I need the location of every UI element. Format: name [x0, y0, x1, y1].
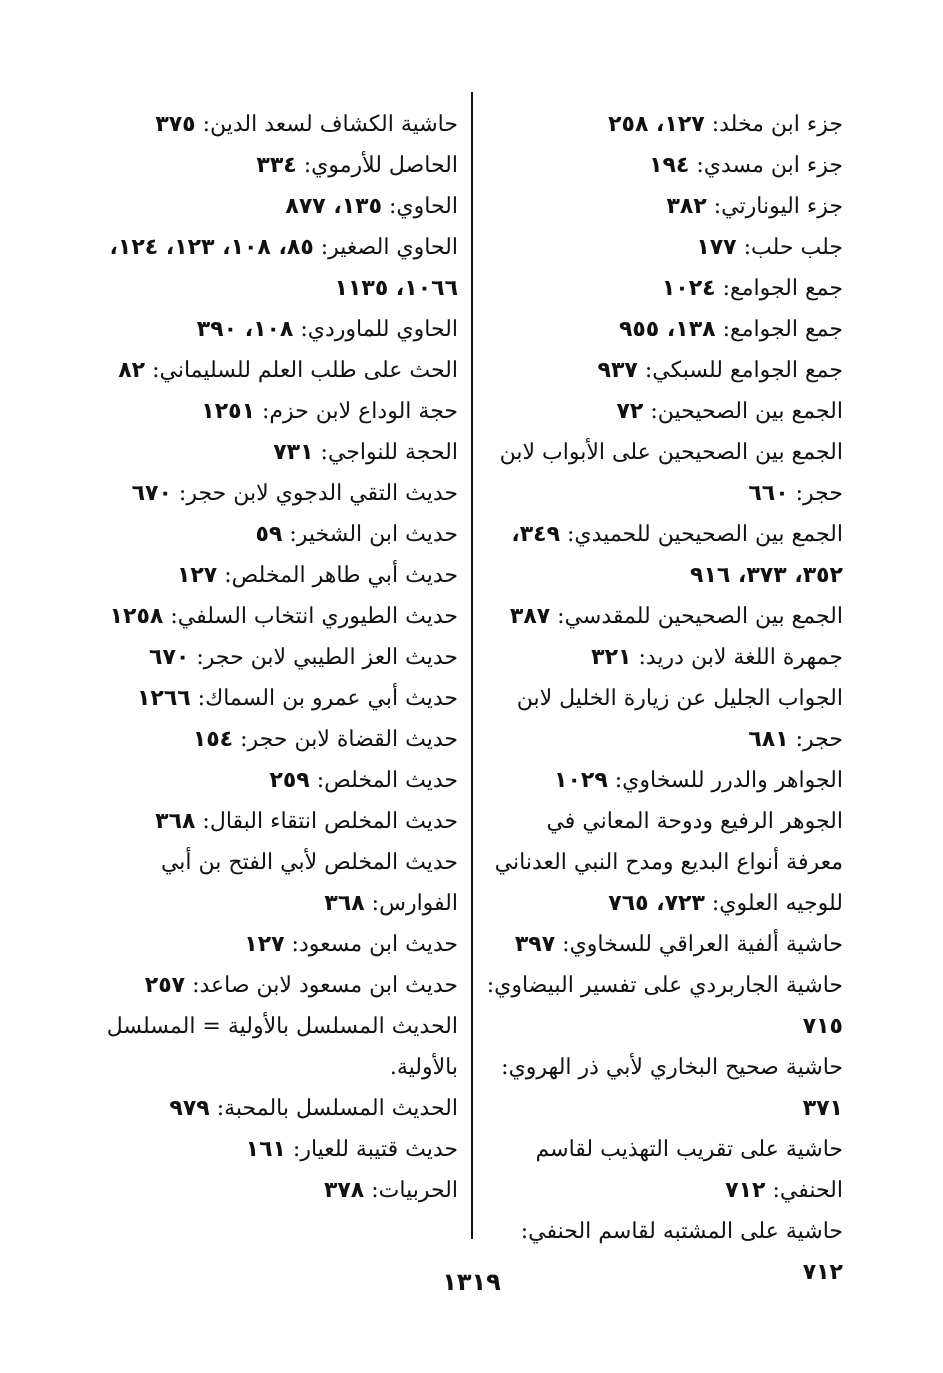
index-entry: [483, 965, 843, 1047]
index-entry: [100, 1129, 458, 1170]
entry-title: الحديث المسلسل بالأولية = المسلسل بالأولية.: [106, 1014, 458, 1080]
entry-page-numbers: ١٢٧: [176, 563, 218, 588]
entry-page-numbers: ٦٧٠: [149, 645, 190, 670]
index-entry: [100, 432, 458, 473]
entry-title: الجمع بين الصحيحين للحميدي:: [560, 522, 843, 547]
entry-page-numbers: ١٥٤: [192, 727, 234, 752]
entry-page-numbers: ٢٥٩: [269, 768, 310, 793]
entry-title: جزء ابن مسدي:: [689, 153, 843, 178]
entry-page-numbers: ٣٤٩، ٣٥٢، ٣٧٣، ٩١٦: [511, 522, 843, 588]
entry-page-numbers: ١٠٢٤: [661, 276, 716, 301]
index-entry: [483, 432, 843, 514]
entry-page-numbers: ٨٢: [118, 358, 146, 383]
index-column-left: [100, 104, 458, 1211]
page-number: ١٣١٩: [442, 1268, 501, 1296]
index-entry: [483, 760, 843, 801]
entry-title: جزء اليونارتي:: [706, 194, 843, 219]
entry-title: الحاوي للماوردي:: [293, 317, 458, 342]
entry-page-numbers: ٨٥، ١٠٨، ١٢٣، ١٢٤، ١٠٦٦، ١١٣٥: [109, 235, 458, 301]
index-entry: [483, 1129, 843, 1211]
entry-title: حاشية الكشاف لسعد الدين:: [195, 112, 458, 137]
index-entry: [483, 1047, 843, 1129]
entry-title: الجواب الجليل عن زيارة الخليل لابن حجر:: [516, 686, 843, 752]
entry-title: الحاوي الصغير:: [313, 235, 458, 260]
entry-page-numbers: ٣٧٨: [323, 1178, 365, 1203]
entry-page-numbers: ٣٦٨: [155, 809, 196, 834]
entry-page-numbers: ٦٧٠: [131, 481, 172, 506]
entry-page-numbers: ٧١٢: [725, 1178, 766, 1203]
entry-title: حديث القضاة لابن حجر:: [233, 727, 458, 752]
entry-title: حديث المخلص لأبي الفتح بن أبي الفوارس:: [160, 850, 458, 916]
entry-title: الحديث المسلسل بالمحبة:: [209, 1096, 458, 1121]
entry-page-numbers: ٧١٥: [802, 1014, 843, 1039]
index-entry: [483, 678, 843, 760]
entry-title: الجمع بين الصحيحين:: [643, 399, 843, 424]
index-entry: [100, 596, 458, 637]
entry-title: حديث ابن الشخير:: [282, 522, 458, 547]
index-entry: [483, 514, 843, 596]
index-entry: [100, 1170, 458, 1211]
entry-title: جلب حلب:: [736, 235, 843, 260]
entry-title: جمع الجوامع:: [715, 276, 843, 301]
entry-title: الحربيات:: [364, 1178, 458, 1203]
index-entry: [483, 391, 843, 432]
entry-page-numbers: ٣٧١: [802, 1096, 843, 1121]
entry-page-numbers: ١٢٦٦: [136, 686, 191, 711]
entry-title: حاشية على المشتبه لقاسم الحنفي:: [520, 1219, 843, 1244]
entry-title: الجواهر والدرر للسخاوي:: [607, 768, 843, 793]
entry-page-numbers: ٧١٢: [802, 1260, 843, 1285]
entry-page-numbers: ١٧٧: [696, 235, 737, 260]
entry-title: جزء ابن مخلد:: [704, 112, 843, 137]
index-entry: [483, 350, 843, 391]
index-entry: [100, 104, 458, 145]
entry-page-numbers: ١٣٥، ٨٧٧: [285, 194, 383, 219]
index-entry: [100, 1006, 458, 1088]
index-entry: [483, 924, 843, 965]
entry-page-numbers: ١٢٥١: [201, 399, 256, 424]
entry-title: حديث أبي طاهر المخلص:: [217, 563, 458, 588]
entry-title: الجوهر الرفيع ودوحة المعاني في معرفة أنواع البديع ومدح النبي العدناني للوجيه العلوي:: [494, 809, 843, 916]
index-entry: [100, 719, 458, 760]
index-entry: [483, 186, 843, 227]
index-entry: [100, 637, 458, 678]
entry-page-numbers: ١٩٤: [649, 153, 690, 178]
index-entry: [483, 801, 843, 924]
index-entry: [100, 350, 458, 391]
entry-title: حديث أبي عمرو بن السماك:: [190, 686, 458, 711]
entry-page-numbers: ١٢٧، ٢٥٨: [608, 112, 705, 137]
entry-title: الحاصل للأرموي:: [296, 153, 458, 178]
entry-page-numbers: ١٠٢٩: [554, 768, 608, 793]
entry-title: حجة الوداع لابن حزم:: [255, 399, 458, 424]
index-entry: [483, 145, 843, 186]
entry-page-numbers: ٧٢٣، ٧٦٥: [608, 891, 705, 916]
entry-title: جمع الجوامع:: [715, 317, 843, 342]
entry-page-numbers: ٧٢: [616, 399, 644, 424]
entry-title: حاشية ألفية العراقي للسخاوي:: [555, 932, 843, 957]
entry-page-numbers: ٣٧٥: [155, 112, 196, 137]
entry-title: الحث على طلب العلم للسليماني:: [145, 358, 458, 383]
index-entry: [100, 842, 458, 924]
entry-page-numbers: ١٢٥٨: [109, 604, 164, 629]
entry-page-numbers: ٦٦٠: [748, 481, 789, 506]
index-entry: [483, 104, 843, 145]
entry-page-numbers: ٦٨١: [748, 727, 789, 752]
entry-page-numbers: ١٢٧: [244, 932, 285, 957]
entry-title: حديث الطيوري انتخاب السلفي:: [163, 604, 458, 629]
index-entry: [100, 227, 458, 309]
entry-title: حاشية صحيح البخاري لأبي ذر الهروي:: [501, 1055, 843, 1080]
entry-page-numbers: ٣٦٨: [324, 891, 365, 916]
entry-title: حديث ابن مسعود لابن صاعد:: [185, 973, 458, 998]
index-entry: [100, 555, 458, 596]
index-column-right: [483, 104, 843, 1293]
entry-page-numbers: ٧٣١: [273, 440, 314, 465]
index-entry: [100, 1088, 458, 1129]
entry-title: جمع الجوامع للسبكي:: [637, 358, 843, 383]
entry-page-numbers: ٣٩٧: [514, 932, 556, 957]
entry-title: حديث التقي الدجوي لابن حجر:: [171, 481, 458, 506]
index-entry: [100, 760, 458, 801]
entry-page-numbers: ١٣٨، ٩٥٥: [618, 317, 716, 342]
entry-page-numbers: ٣٢١: [591, 645, 632, 670]
entry-title: الحاوي:: [382, 194, 458, 219]
entry-page-numbers: ٩٣٧: [597, 358, 638, 383]
entry-title: حديث العز الطيبي لابن حجر:: [189, 645, 458, 670]
index-entry: [100, 186, 458, 227]
entry-title: الجمع بين الصحيحين للمقدسي:: [550, 604, 843, 629]
entry-title: حديث ابن مسعود:: [284, 932, 458, 957]
index-entry: [100, 473, 458, 514]
entry-page-numbers: ٢٥٧: [144, 973, 186, 998]
index-entry: [100, 309, 458, 350]
index-entry: [100, 965, 458, 1006]
entry-title: الجمع بين الصحيحين على الأبواب لابن حجر:: [499, 440, 843, 506]
entry-page-numbers: ٥٩: [255, 522, 283, 547]
entry-title: حديث المخلص انتقاء البقال:: [195, 809, 458, 834]
column-divider: [471, 92, 473, 1239]
index-entry: [483, 309, 843, 350]
entry-page-numbers: ٣٣٤: [256, 153, 297, 178]
index-entry: [483, 268, 843, 309]
entry-title: جمهرة اللغة لابن دريد:: [631, 645, 843, 670]
index-entry: [100, 145, 458, 186]
index-entry: [100, 391, 458, 432]
index-entry: [100, 801, 458, 842]
entry-page-numbers: ٩٧٩: [169, 1096, 210, 1121]
index-entry: [483, 596, 843, 637]
entry-page-numbers: ٣٨٢: [666, 194, 707, 219]
index-entry: [100, 514, 458, 555]
entry-page-numbers: ٣٨٧: [509, 604, 551, 629]
entry-page-numbers: ١٦١: [245, 1137, 286, 1162]
entry-page-numbers: ١٠٨، ٣٩٠: [196, 317, 294, 342]
entry-title: حاشية على تقريب التهذيب لقاسم الحنفي:: [535, 1137, 843, 1203]
index-entry: [100, 924, 458, 965]
entry-title: حديث المخلص:: [309, 768, 458, 793]
entry-title: حديث قتيبة للعيار:: [285, 1137, 458, 1162]
index-entry: [483, 637, 843, 678]
index-entry: [100, 678, 458, 719]
entry-title: الحجة للنواجي:: [313, 440, 458, 465]
index-entry: [483, 227, 843, 268]
entry-title: حاشية الجاربردي على تفسير البيضاوي:: [486, 973, 843, 998]
